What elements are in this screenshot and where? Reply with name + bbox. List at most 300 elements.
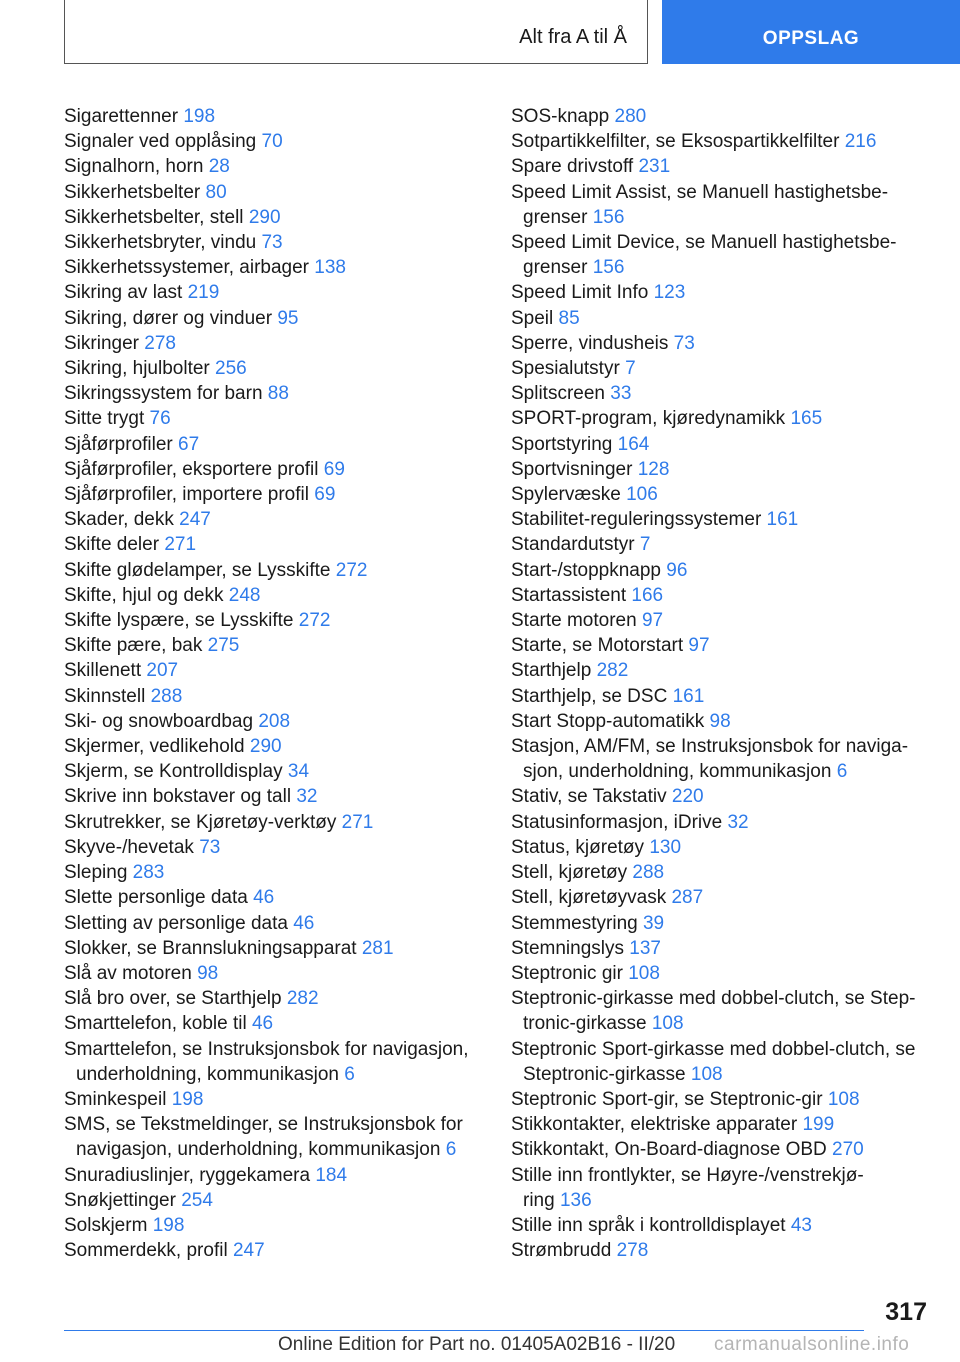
index-entry-term: Start-/stoppknapp [511,559,661,581]
index-entry [511,835,931,860]
index-entry [511,432,931,457]
index-entry-term: SPORT-program, kjøredynamikk [511,408,786,430]
index-entry-term: Smarttelefon, se Instruksjonsbok for navigasjon, [64,1038,469,1060]
index-entry-term: Sikringer [64,332,139,354]
index-entry-term: Stille inn språk i kontrolldisplayet [511,1214,786,1236]
index-entry [64,255,484,280]
index-entry [64,1011,484,1036]
index-entry-term: Spare drivstoff [511,156,634,178]
index-page-link[interactable]: 34 [287,761,310,783]
index-page-link[interactable]: 231 [638,156,671,178]
index-entry-line [64,406,484,431]
footer-watermark: carmanualsonline.info [714,1334,910,1355]
index-entry [64,936,484,961]
index-page-link[interactable]: 85 [558,307,580,329]
index-page-link[interactable]: 270 [832,1139,864,1161]
index-page-link[interactable]: 256 [215,358,247,380]
index-entry [64,911,484,936]
index-entry-term: Stemmestyring [511,912,638,934]
index-page-link[interactable]: 254 [181,1189,213,1211]
index-entry [64,810,484,835]
index-entry [511,684,931,709]
index-entry-line [511,331,931,356]
index-entry-term: Sikring, hjulbolter [64,358,210,380]
index-page-link[interactable]: 98 [709,710,731,732]
index-entry-line [511,633,931,658]
index-entry [511,885,931,910]
index-entry-term: Steptronic Sport-girkasse med dobbel-clutch, se [511,1038,916,1060]
index-entry [64,1087,484,1112]
index-entry [511,482,931,507]
index-page-link[interactable]: 128 [637,458,670,480]
index-page-link[interactable]: 39 [642,912,665,934]
index-entry [64,230,484,255]
index-page-link[interactable]: 43 [790,1214,812,1236]
index-entry-line [511,684,931,709]
index-entry-line [511,306,931,331]
index-entry-line [64,784,484,809]
index-entry [511,1213,931,1238]
index-entry [64,180,484,205]
index-entry [511,936,931,961]
index-entry [64,734,484,759]
index-page-link[interactable]: 216 [844,131,877,153]
index-page-link[interactable]: 156 [592,257,625,279]
index-page-link[interactable]: 161 [672,685,705,707]
index-page-link[interactable]: 278 [616,1240,649,1262]
index-entry-line [64,129,484,154]
index-entry-term: Stell, kjøretøy [511,862,628,884]
index-entry-term: underholdning, kommunikasjon [76,1063,339,1085]
index-page-link[interactable]: 280 [614,106,647,127]
index-entry-line [64,734,484,759]
index-entry [64,482,484,507]
footer-edition: Online Edition for Part no. 01405A02B16 - II/20 [278,1334,676,1355]
index-entry-term: Strømbrudd [511,1240,612,1262]
index-entry-continuation [511,759,931,784]
index-entry-line [64,1112,484,1137]
index-entry-term: Sikringssystem for barn [64,383,263,405]
index-page-link[interactable]: 198 [183,106,216,127]
index-entry-line [511,860,931,885]
index-entry [64,507,484,532]
index-entry-line [64,1188,484,1213]
index-entry-term: Skyve-/hevetak [64,836,194,858]
index-page-link[interactable]: 287 [671,887,704,909]
index-entry-line [511,129,931,154]
index-page-link[interactable]: 95 [277,307,299,329]
index-entry [511,180,931,230]
index-page-link[interactable]: 6 [344,1063,355,1085]
index-entry [511,784,931,809]
index-entry-term: Status, kjøretøy [511,836,645,858]
index-entry-term: Sikkerhetssystemer, airbager [64,257,309,279]
index-page-link[interactable]: 138 [314,257,346,279]
index-page-link[interactable]: 184 [315,1164,348,1186]
index-page-link[interactable]: 220 [671,786,704,808]
index-entry-term: Skjerm, se Kontrolldisplay [64,761,283,783]
index-page-link[interactable]: 282 [596,660,629,682]
index-entry [511,1238,931,1263]
index-entry-term: Speil [511,307,554,329]
index-entry-line [64,1238,484,1263]
index-entry [64,356,484,381]
index-page-link[interactable]: 88 [267,383,289,405]
index-entry [511,230,931,280]
index-page-link[interactable]: 73 [673,332,695,354]
index-page-link[interactable]: 271 [341,811,374,833]
index-entry [64,1037,484,1087]
index-entry [64,1112,484,1162]
index-page-link[interactable]: 76 [149,408,171,430]
index-entry [511,1163,931,1213]
index-entry [64,331,484,356]
index-entry-line [511,558,931,583]
index-page-link[interactable]: 199 [802,1114,835,1136]
index-entry-line [511,230,931,255]
index-entry [511,1037,931,1087]
index-page-link[interactable]: 247 [179,509,211,531]
index-entry [64,558,484,583]
index-page-link[interactable]: 283 [132,862,165,884]
index-page-link[interactable]: 6 [445,1139,457,1161]
index-entry-term: Sotpartikkelfilter, se Eksospartikkelfilter [511,131,840,153]
index-entry-line [64,1087,484,1112]
index-entry-line [64,583,484,608]
index-page-link[interactable]: 290 [249,736,282,758]
index-entry-term: Sportvisninger [511,458,633,480]
index-entry-term: SMS, se Tekstmeldinger, se Instruksjonsbok for [64,1114,463,1136]
index-page-link[interactable]: 275 [207,635,240,657]
index-page-link[interactable]: 281 [361,937,394,959]
index-entry-continuation [64,1137,484,1162]
index-entry-line [511,1163,931,1188]
index-entry [511,331,931,356]
index-entry [511,1137,931,1162]
index-entry-term: Spylervæske [511,484,621,506]
index-page-link[interactable]: 108 [690,1063,723,1085]
index-page-link[interactable]: 247 [232,1240,265,1262]
index-entry-term: Start Stopp-automatikk [511,710,705,732]
index-entry-term: Stikkontakter, elektriske apparater [511,1114,798,1136]
index-entry-term: Steptronic Sport-gir, se Steptronic-gir [511,1088,823,1110]
index-entry-line [64,331,484,356]
index-entry-term: ring [523,1189,555,1211]
index-entry-term: navigasjon, underholdning, kommunikasjon [76,1139,441,1161]
index-entry-line [511,1037,931,1062]
index-page-link[interactable]: 108 [827,1088,860,1110]
index-entry-term: Signaler ved opplåsing [64,131,257,153]
index-page-link[interactable]: 98 [197,962,219,984]
index-entry [511,1112,931,1137]
index-entry-term: Skader, dekk [64,509,174,531]
index-entry-term: Sigarettenner [64,106,179,127]
index-entry-term: Starte motoren [511,610,637,632]
index-entry [511,129,931,154]
index-entry [511,583,931,608]
index-column-left [64,104,484,1263]
index-entry-line [64,961,484,986]
index-entry-line [64,482,484,507]
index-entry-term: Spesialutstyr [511,358,620,380]
index-page-link[interactable]: 198 [152,1214,185,1236]
header-chapter-title: OPPSLAG [762,28,860,49]
index-entry [511,104,931,129]
index-page-link[interactable]: 80 [205,181,227,203]
index-entry [511,356,931,381]
index-entry-line [64,810,484,835]
index-entry-continuation [511,1062,931,1087]
index-entry-line [511,406,931,431]
index-entry-line [64,633,484,658]
index-page-link[interactable]: 136 [559,1189,592,1211]
index-entry-term: Sikkerhetsbelter, stell [64,206,244,228]
index-entry-line [64,759,484,784]
index-entry-line [511,1238,931,1263]
index-entry-line [64,255,484,280]
index-entry-term: Stativ, se Takstativ [511,786,667,808]
index-page-link[interactable]: 164 [617,433,650,455]
index-entry-line [64,986,484,1011]
index-entry-term: Skrive inn bokstaver og tall [64,786,292,808]
index-entry [511,558,931,583]
index-entry [64,608,484,633]
index-entry [64,532,484,557]
index-entry-term: Starthjelp, se DSC [511,685,668,707]
index-page-link[interactable]: 46 [293,912,315,934]
index-entry-line [511,911,931,936]
index-entry-term: Skifte pære, bak [64,635,203,657]
index-page-link[interactable]: 46 [251,1013,274,1035]
index-entry-term: Statusinformasjon, iDrive [511,811,723,833]
index-entry [511,532,931,557]
index-entry [64,860,484,885]
index-page-link[interactable]: 156 [592,206,625,228]
index-entry-line [64,457,484,482]
index-page-link[interactable]: 282 [286,988,319,1010]
index-entry-line [511,1137,931,1162]
index-entry-term: Sikkerhetsbelter [64,181,201,203]
index-entry-term: Skillenett [64,660,142,682]
index-entry-term: Solskjerm [64,1214,148,1236]
index-entry [64,457,484,482]
index-entry [64,885,484,910]
index-entry [64,306,484,331]
index-entry-term: Sperre, vindusheis [511,332,669,354]
index-entry-line [511,507,931,532]
index-entry-continuation [511,1011,931,1036]
index-entry-line [64,381,484,406]
index-page-link[interactable]: 97 [688,635,710,657]
index-page-link[interactable]: 130 [649,836,682,858]
index-page-link[interactable]: 272 [298,610,331,632]
index-entry-line [64,1011,484,1036]
index-entry-term: Slokker, se Brannslukningsapparat [64,937,357,959]
index-entry-term: Snøkjettinger [64,1189,176,1211]
index-entry-term: tronic-girkasse [523,1013,647,1035]
index-entry-line [511,709,931,734]
index-page-link[interactable]: 67 [178,433,200,455]
index-page-link[interactable]: 7 [639,534,651,556]
index-entry-term: Skinnstell [64,685,146,707]
index-entry-line [64,104,484,129]
index-entry-line [64,507,484,532]
index-page-link[interactable]: 290 [248,206,281,228]
index-entry-line [511,1087,931,1112]
index-entry-line [511,532,931,557]
index-entry-line [64,205,484,230]
index-entry-term: Starte, se Motorstart [511,635,684,657]
index-entry-line [64,860,484,885]
index-entry-line [511,734,931,759]
index-entry-line [64,658,484,683]
header-chapter-tab [662,0,960,64]
index-entry-term: Stemningslys [511,937,624,959]
index-entry-line [511,608,931,633]
index-page-link[interactable]: 33 [610,383,632,405]
index-entry-line [64,356,484,381]
index-entry-term: Startassistent [511,584,627,606]
index-entry-term: Skrutrekker, se Kjøretøy-verktøy [64,811,337,833]
index-entry [511,280,931,305]
index-page-link[interactable]: 272 [335,559,368,581]
index-entry-line [64,558,484,583]
index-page-link[interactable]: 166 [631,584,664,606]
index-entry [64,986,484,1011]
index-entry-term: Starthjelp [511,660,592,682]
index-entry-term: Ski- og snowboardbag [64,710,254,732]
index-entry [64,709,484,734]
index-page-link[interactable]: 32 [727,811,749,833]
index-entry-term: Stabilitet-reguleringssystemer [511,509,762,531]
index-entry-line [64,1163,484,1188]
index-page-link[interactable]: 108 [628,962,660,984]
index-entry-line [64,936,484,961]
index-column-right [511,104,931,1263]
index-page-link[interactable]: 208 [258,710,291,732]
index-page-link[interactable]: 165 [790,408,823,430]
index-entry-line [511,280,931,305]
index-entry-line [511,835,931,860]
index-entry-line [64,432,484,457]
index-page-link[interactable]: 288 [150,685,183,707]
index-entry [64,784,484,809]
index-entry-term: grenser [523,257,588,279]
index-page-link[interactable]: 278 [144,332,176,354]
index-entry-term: Sommerdekk, profil [64,1240,228,1262]
index-entry-term: Skifte, hjul og dekk [64,584,224,606]
index-page-link[interactable]: 198 [171,1088,204,1110]
index-page-link[interactable]: 73 [199,836,221,858]
index-entry-term: Slå bro over, se Starthjelp [64,988,282,1010]
index-entry-term: Steptronic-girkasse [523,1063,686,1085]
index-page-link[interactable]: 69 [323,458,345,480]
index-entry-term: Stell, kjøretøyvask [511,887,667,909]
index-entry [64,835,484,860]
index-page-link[interactable]: 123 [653,282,686,304]
index-entry [64,432,484,457]
index-page-link[interactable]: 6 [836,761,848,783]
index-page-link[interactable]: 46 [253,887,275,909]
index-page-link[interactable]: 219 [187,282,220,304]
index-entry-line [511,936,931,961]
index-entry-line [511,986,931,1011]
index-page-link[interactable]: 69 [314,484,336,506]
index-entry-term: Stille inn frontlykter, se Høyre-/venstrekjø‐ [511,1164,864,1186]
index-entry-line [511,810,931,835]
index-entry-term: Sikring, dører og vinduer [64,307,273,329]
index-entry [511,507,931,532]
index-entry-line [511,482,931,507]
index-page-link[interactable]: 106 [626,484,658,506]
index-page-link[interactable]: 161 [766,509,799,531]
index-entry-term: Speed Limit Assist, se Manuell hastighetsbe‐ [511,181,889,203]
index-entry [64,633,484,658]
index-entry-term: Signalhorn, horn [64,156,204,178]
index-entry [64,658,484,683]
index-entry-term: Slå av motoren [64,962,192,984]
index-page-link[interactable]: 108 [651,1013,684,1035]
index-entry-line [511,154,931,179]
index-entry-term: Stasjon, AM/FM, se Instruksjonsbok for naviga‐ [511,736,909,758]
index-page-link[interactable]: 248 [228,584,261,606]
index-entry-term: Sjåførprofiler, importere profil [64,484,309,506]
index-entry-term: Skifte glødelamper, se Lysskifte [64,559,331,581]
index-page-link[interactable]: 28 [208,156,230,178]
index-entry [511,608,931,633]
index-entry-term: Sportstyring [511,433,613,455]
index-page-link[interactable]: 70 [261,131,283,153]
index-entry-term: Skifte deler [64,534,160,556]
index-page-link[interactable]: 73 [261,232,283,254]
index-entry-line [511,381,931,406]
index-entry-term: Skifte lyspære, se Lysskifte [64,610,294,632]
index-entry-line [64,180,484,205]
index-entry-term: sjon, underholdning, kommunikasjon [523,761,832,783]
index-entry [511,1087,931,1112]
index-page-link[interactable]: 207 [146,660,179,682]
index-entry-line [64,532,484,557]
index-entry [64,1188,484,1213]
index-entry-term: Sleping [64,862,128,884]
index-entry-term: Slette personlige data [64,887,248,909]
index-entry-term: Sikring av last [64,282,183,304]
index-page-link[interactable]: 96 [666,559,688,581]
index-entry-line [511,1112,931,1137]
index-entry-term: Snuradiuslinjer, ryggekamera [64,1164,311,1186]
index-entry [511,406,931,431]
index-entry-line [511,457,931,482]
index-page-link[interactable]: 288 [632,862,665,884]
index-page-link[interactable]: 32 [296,786,318,808]
index-entry-term: Sikkerhetsbryter, vindu [64,232,257,254]
index-page-link[interactable]: 7 [625,358,636,380]
index-entry-term: grenser [523,206,588,228]
index-entry [511,810,931,835]
index-entry [511,734,931,784]
index-page-link[interactable]: 97 [641,610,664,632]
index-entry-term: Sitte trygt [64,408,145,430]
index-entry-line [64,1213,484,1238]
index-entry-line [511,658,931,683]
index-entry [511,986,931,1036]
header-section-box [64,0,648,64]
index-entry [64,684,484,709]
index-page-link[interactable]: 137 [629,937,661,959]
index-entry [511,860,931,885]
index-entry [64,129,484,154]
index-page-link[interactable]: 271 [164,534,197,556]
